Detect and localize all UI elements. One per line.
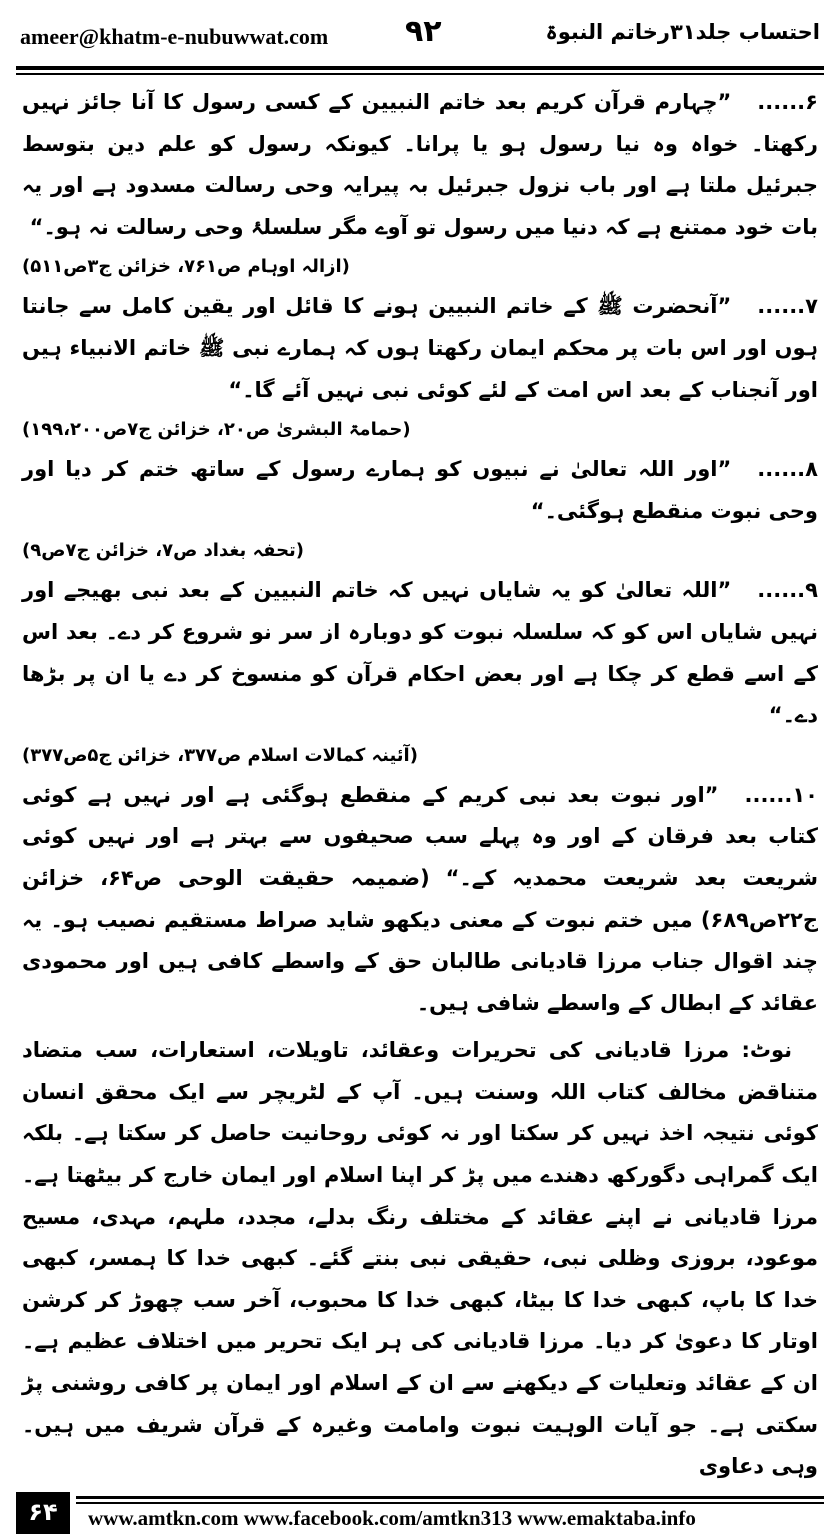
- footer-links: www.amtkn.com www.facebook.com/amtkn313 www.emaktaba.info: [88, 1506, 696, 1530]
- footer-rule-thick: [76, 1496, 824, 1499]
- header-rule-thin: [16, 73, 824, 75]
- quote-number: ۹......: [757, 578, 818, 603]
- quote-reference: (حمامۃ البشریٰ ص۲۰، خزائن ج۷ص۱۹۹،۲۰۰): [22, 419, 411, 441]
- header-book-title: احتساب جلد۳۱رخاتم النبوۃ: [545, 20, 820, 44]
- quote-9: [22, 570, 818, 774]
- footer-page-number: ۶۴: [16, 1492, 70, 1534]
- quote-reference: (ازالہ اوہام ص۷۶۱، خزائن ج۳ص۵۱۱): [22, 256, 350, 278]
- quote-text: ”چہارم قرآن کریم بعد خاتم النبیین کے کسی رسول کا آنا جائز نہیں رکھتا۔ خواہ وہ نیا رسول ہو یا پرانا۔ کیونکہ رسول کو علم دین بتوسط جبرئیل ملتا ہے اور باب نزول جبرئیل بہ پیرایہ وحی رسالت مسدود ہے اور یہ بات خود ممتنع ہے کہ دنیا میں رسول تو آوے مگر سلسلۂ وحی رسالت نہ ہو۔“: [22, 90, 818, 239]
- header-rule-thick: [16, 66, 824, 70]
- header-page-number: ۹۲: [405, 14, 442, 49]
- quote-7: [22, 286, 818, 449]
- header-email: ameer@khatm-e-nubuwwat.com: [20, 24, 329, 49]
- page-header: [20, 14, 820, 60]
- quote-number: ۸......: [757, 457, 818, 482]
- quote-10: [22, 775, 818, 1025]
- quote-reference: (تحفہ بغداد ص۷، خزائن ج۷ص۹): [22, 540, 305, 562]
- page-footer: [16, 1496, 824, 1536]
- quote-reference: (آئینہ کمالات اسلام ص۳۷۷، خزائن ج۵ص۳۷۷): [22, 744, 418, 766]
- quote-number: ۷......: [757, 294, 818, 319]
- quote-6: [22, 82, 818, 286]
- note-paragraph: نوٹ: مرزا قادیانی کی تحریرات وعقائد، تاویلات، استعارات، سب متضاد متناقض مخالف کتاب اللہ وسنت ہیں۔ آپ کے لٹریچر سے ایک محقق انسان کوئی نتیجہ اخذ نہیں کر سکتا اور نہ کوئی روحانیت حاصل کر سکتا ہے۔ بلکہ ایک گمراہی دگورکھ دھندے میں پڑ کر اپنا اسلام اور ایمان خارج کر بیٹھتا ہے۔ مرزا قادیانی نے اپنے عقائد کے مختلف رنگ بدلے، مجدد، ملہم، مہدی، مسیح موعود، بروزی وظلی نبی، حقیقی نبی بنتے گئے۔ کبھی خدا کا ہمسر، کبھی خدا کا باپ، کبھی خدا کا بیٹا، کبھی خدا کا محبوب، آخر سب چھوڑ کر کرشن اوتار کا دعویٰ کر دیا۔ مرزا قادیانی کی ہر ایک تحریر میں اختلاف عظیم ہے۔ ان کے عقائد وتعلیات کے دیکھنے سے ان کے اسلام اور ایمان پر کافی روشنی پڑ سکتی ہے۔ جو آیات الوہیت نبوت وامامت وغیرہ کے قرآن شریف میں ہیں۔ وہی دعاوی: [22, 1038, 818, 1479]
- quote-text: ”اور اللہ تعالیٰ نے نبیوں کو ہمارے رسول کے ساتھ ختم کر دیا اور وحی نبوت منقطع ہوگئی۔“: [22, 457, 818, 523]
- quote-text: ”اور نبوت بعد نبی کریم کے منقطع ہوگئی ہے اور نہیں ہے کوئی کتاب بعد فرقان کے اور وہ پہلے سب صحیفوں سے بہتر ہے اور نہیں کوئی شریعت بعد شریعت محمدیہ کے۔“ (ضمیمہ حقیقت الوحی ص۶۴، خزائن ج۲۲ص۶۸۹) میں ختم نبوت کے معنی دیکھو شاید صراط مستقیم نصیب ہو۔ یہ چند اقوال جناب مرزا قادیانی طالبان حق کے واسطے کافی ہیں اور محمودی عقائد کے ابطال کے واسطے شافی ہیں۔: [22, 782, 818, 1015]
- quote-text: ”اللہ تعالیٰ کو یہ شایاں نہیں کہ خاتم النبیین کے بعد نبی بھیجے اور نہیں شایاں اس کو کہ سلسلہ نبوت کو دوبارہ از سر نو شروع کر دے۔ بعد اس کے اسے قطع کر چکا ہے اور بعض احکام قرآن کو منسوخ کر دے یا ان پر بڑھا دے۔“: [22, 578, 818, 728]
- quote-number: ۱۰......: [744, 782, 818, 807]
- quote-8: [22, 449, 818, 570]
- footer-rule-thin: [76, 1502, 824, 1504]
- quote-number: ۶......: [757, 90, 818, 114]
- quote-text: ”آنحضرت ﷺ کے خاتم النبیین ہونے کا قائل اور یقین کامل سے جانتا ہوں اور اس بات پر محکم ایمان رکھتا ہوں کہ ہمارے نبی ﷺ خاتم الانبیاء ہیں اور آنجناب کے بعد اس امت کے لئے کوئی نبی نہیں آئے گا۔“: [22, 294, 818, 402]
- page-body: [22, 82, 818, 1479]
